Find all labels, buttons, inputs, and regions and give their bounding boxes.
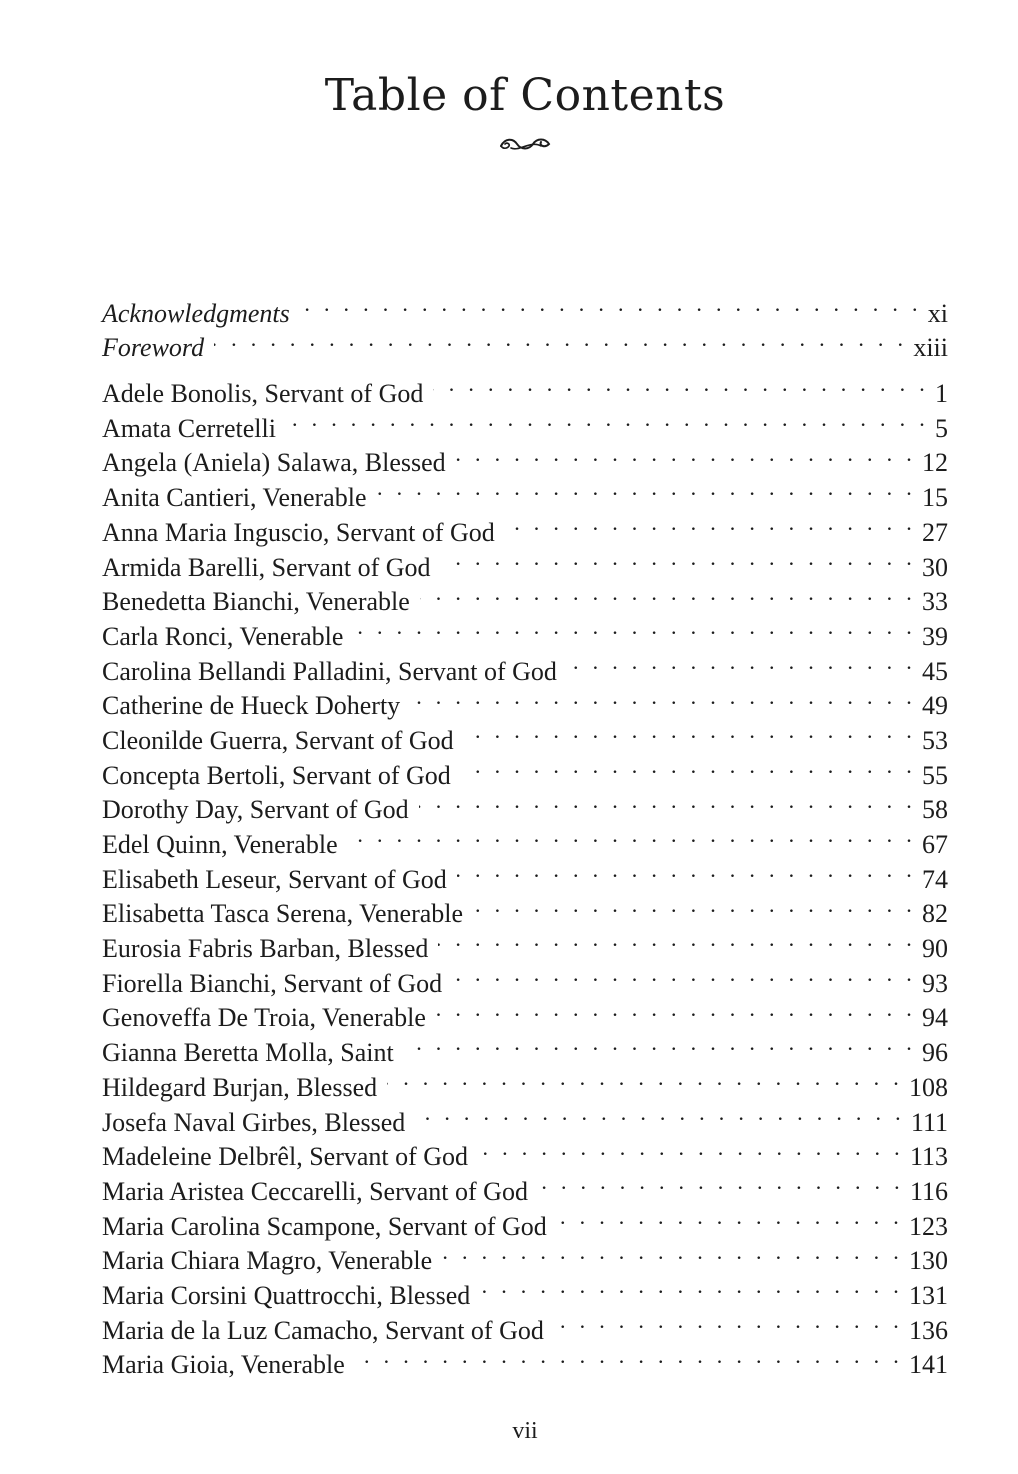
toc-entry-title: Catherine de Hueck Doherty (102, 691, 401, 721)
dot-leader (376, 471, 916, 506)
toc-entry-page: 67 (922, 830, 948, 859)
dot-leader (538, 1165, 904, 1200)
toc-entry-page: 58 (922, 795, 948, 825)
dot-leader (214, 322, 907, 357)
toc-entry-title: Angela (Aniela) Salawa, Blessed (102, 448, 446, 478)
toc-entry-page: 15 (922, 483, 948, 513)
dot-leader (456, 437, 916, 472)
toc-entry-page: 53 (922, 725, 948, 755)
dot-leader (404, 1026, 916, 1061)
toc-entry-page: 96 (922, 1038, 948, 1068)
toc-entry-page: 93 (922, 968, 948, 998)
dot-leader (442, 1235, 903, 1270)
dot-leader (387, 1061, 903, 1096)
dot-leader (433, 367, 929, 402)
toc-entry-page: 113 (909, 1142, 948, 1172)
toc-entry-title: Cleonilde Guerra, Servant of God (102, 725, 454, 755)
dot-leader (473, 888, 916, 923)
dot-leader (452, 957, 916, 992)
toc-entry-title: Concepta Bertoli, Servant of God (102, 760, 451, 790)
toc-entry-title: Amata Cerretelli (102, 413, 276, 443)
dot-leader (567, 645, 916, 680)
toc-entry-title: Elisabetta Tasca Serena, Venerable (102, 899, 464, 929)
dot-leader (300, 287, 922, 322)
toc-entry-title: Maria Carolina Scampone, Servant of God (102, 1211, 547, 1241)
dot-leader (420, 576, 916, 611)
toc-entry-page: 131 (909, 1280, 948, 1310)
toc-entry-title: Adele Bonolis, Servant of God (102, 379, 424, 409)
toc-entry-title: Gianna Beretta Molla, Saint (102, 1038, 394, 1068)
dot-leader (415, 1096, 905, 1131)
flourish-ornament-icon (497, 132, 553, 156)
toc-entry-title: Armida Barelli, Servant of God (102, 552, 431, 582)
toc-entry-title: Edel Quinn, Venerable (102, 830, 338, 859)
dot-leader (554, 1304, 903, 1339)
toc-entry-page: 111 (910, 1107, 948, 1137)
toc-entry-page: 90 (922, 934, 948, 964)
toc-entry-page: 108 (909, 1072, 948, 1102)
toc-entry-title: Hildegard Burjan, Blessed (102, 1072, 378, 1102)
toc-entry-title: Fiorella Bianchi, Servant of God (102, 968, 443, 998)
toc-entry-page: 116 (909, 1176, 948, 1206)
toc-entry-page: 123 (909, 1211, 948, 1241)
toc-entry-title: Maria Corsini Quattrocchi, Blessed (102, 1280, 471, 1310)
toc-spacer (102, 356, 948, 367)
toc-entry-acknowledgments[interactable] (102, 287, 948, 328)
toc-entry-page: 12 (922, 448, 948, 478)
page-title: Table of Contents (324, 70, 726, 121)
toc-entry-page: 5 (935, 413, 948, 443)
toc-entry-title: Carolina Bellandi Palladini, Servant of God (102, 656, 557, 686)
toc-entry-page: xiii (913, 333, 948, 363)
toc-entry-page: 33 (922, 587, 948, 617)
toc-entry-title: Maria Aristea Ceccarelli, Servant of God (102, 1176, 528, 1206)
toc-entry-title: Anna Maria Inguscio, Servant of God (102, 517, 495, 547)
page-number: vii (512, 1418, 538, 1444)
toc-entry[interactable] (102, 367, 948, 409)
dot-leader (441, 541, 916, 576)
toc-entry-title: Anita Cantieri, Venerable (102, 483, 367, 513)
dot-leader (457, 853, 916, 888)
toc-entry-title: Eurosia Fabris Barban, Blessed (102, 934, 429, 964)
toc-entry-page: xi (927, 298, 948, 328)
toc-entry-title: Genoveffa De Troia, Venerable (102, 1003, 426, 1033)
dot-leader (464, 714, 916, 749)
toc-entry-title: Carla Ronci, Venerable (102, 621, 344, 651)
toc-entry-title: Benedetta Bianchi, Venerable (102, 587, 410, 617)
toc-entry-page: 45 (922, 656, 948, 686)
toc-entry-page: 27 (922, 517, 948, 547)
toc-entry-page: 130 (909, 1246, 948, 1276)
toc-entry-page: 74 (922, 864, 948, 894)
toc-entry-title: Maria de la Luz Camacho, Servant of God (102, 1315, 544, 1345)
toc-entry-page: 49 (922, 691, 948, 721)
toc-entry-title: Maria Chiara Magro, Venerable (102, 1246, 433, 1276)
toc-entry-page: 136 (909, 1315, 948, 1345)
dot-leader (419, 784, 916, 819)
table-of-contents (102, 287, 948, 1380)
dot-leader (355, 1339, 903, 1374)
toc-entry-page: 141 (909, 1350, 948, 1380)
toc-entry-title: Elisabeth Leseur, Servant of God (102, 864, 447, 894)
dot-leader (557, 1200, 903, 1235)
toc-entry-title: Josefa Naval Girbes, Blessed (102, 1107, 406, 1137)
dot-leader (353, 610, 916, 645)
toc-entry-page: 1 (935, 379, 948, 409)
toc-entry-foreword[interactable] (102, 322, 948, 363)
dot-leader (480, 1269, 903, 1304)
dot-leader (461, 749, 916, 784)
dot-leader (505, 506, 916, 541)
dot-leader (286, 402, 929, 437)
dot-leader (410, 680, 916, 715)
toc-entry-title: Foreword (102, 333, 205, 363)
toc-entry-page: 82 (922, 899, 948, 929)
toc-entry-title: Madeleine Delbrêl, Servant of God (102, 1142, 469, 1172)
toc-entry-title: Maria Gioia, Venerable (102, 1350, 345, 1380)
dot-leader (478, 1131, 904, 1166)
toc-entry-page: 94 (922, 1003, 948, 1033)
toc-entry-title: Dorothy Day, Servant of God (102, 795, 409, 825)
toc-entry-page: 39 (922, 621, 948, 651)
dot-leader (348, 818, 916, 853)
toc-entry-page: 30 (922, 552, 948, 582)
dot-leader (438, 922, 916, 957)
toc-entry-page: 55 (922, 760, 948, 790)
toc-entry-title: Acknowledgments (102, 298, 290, 328)
dot-leader (436, 992, 916, 1027)
